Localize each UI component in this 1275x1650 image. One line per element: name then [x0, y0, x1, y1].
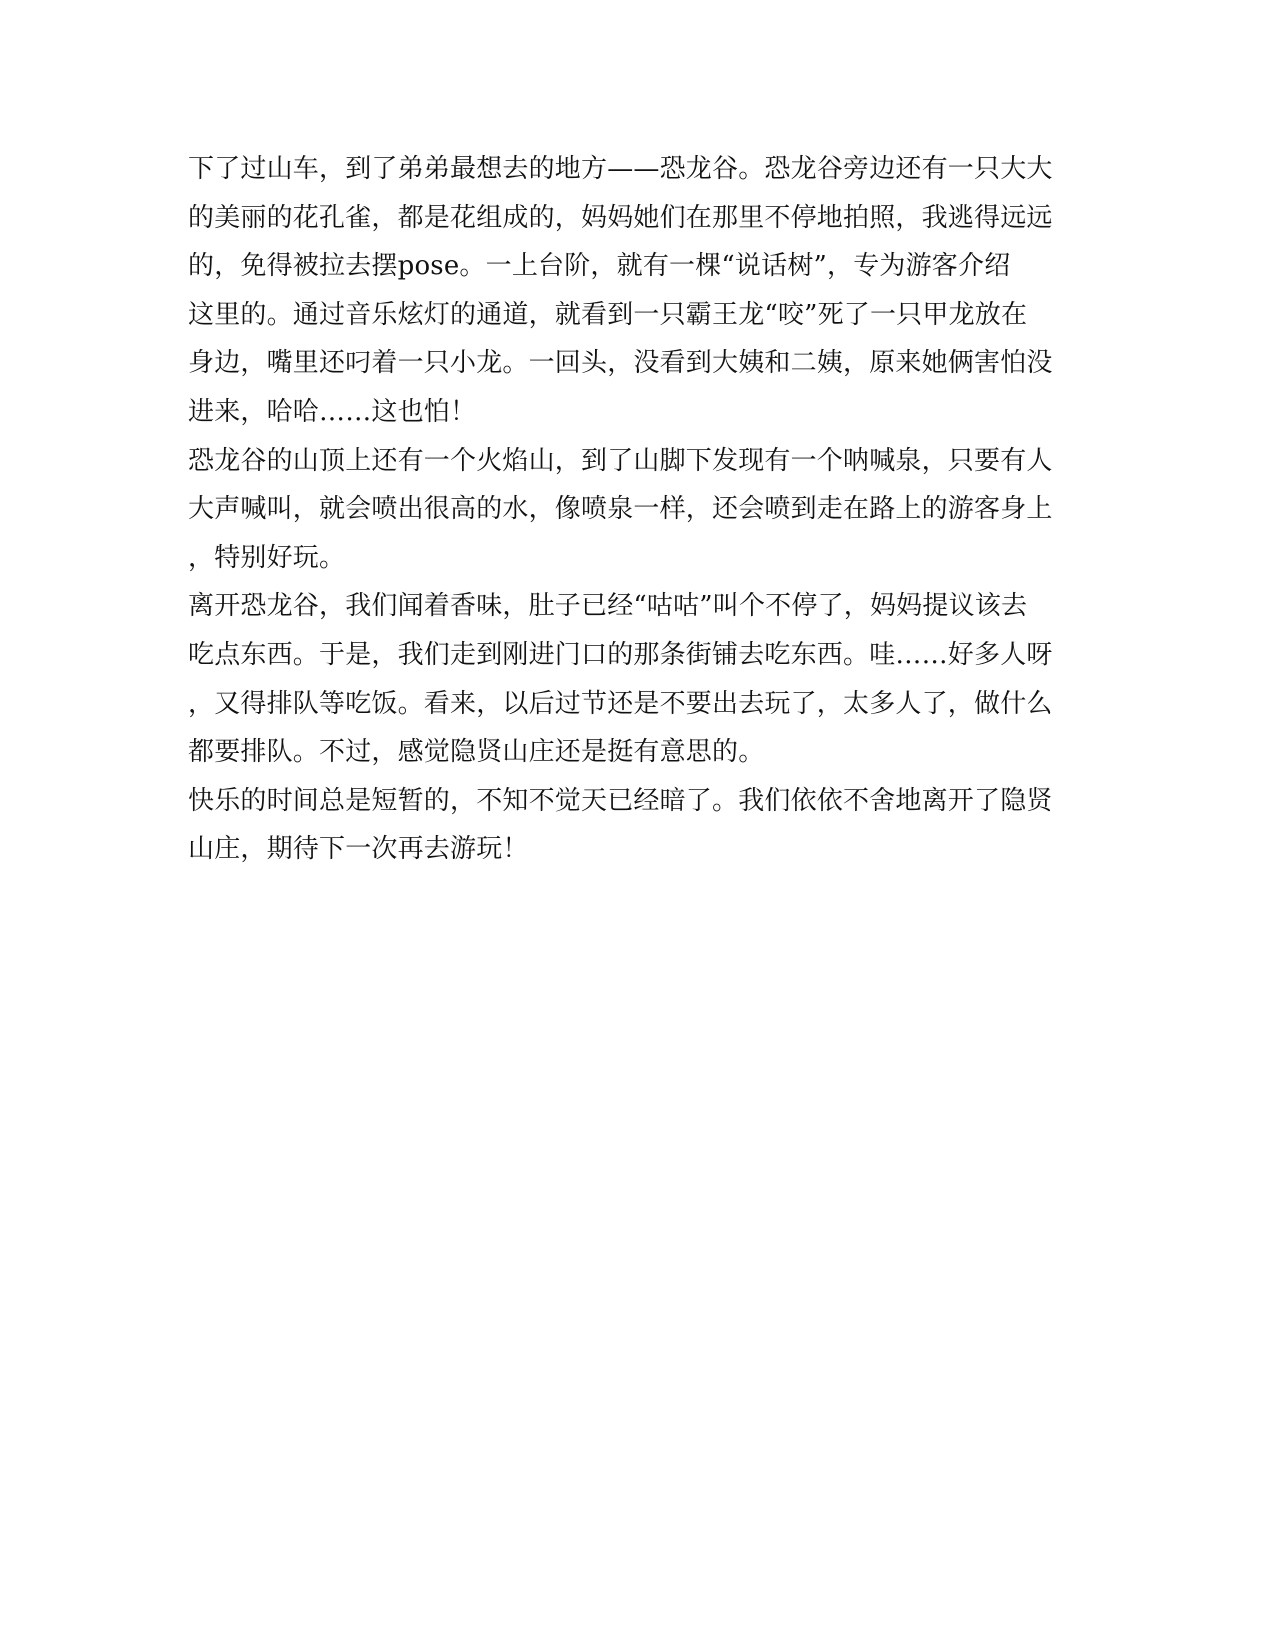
text-line: 离开恐龙谷，我们闻着香味，肚子已经“咕咕”叫个不停了，妈妈提议该去 [188, 591, 1028, 622]
text-line: 恐龙谷的山顶上还有一个火焰山，到了山脚下发现有一个呐喊泉，只要有人 [188, 445, 1053, 476]
text-line: 山庄，期待下一次再去游玩！ [188, 834, 529, 865]
text-line: 都要排队。不过，感觉隐贤山庄还是挺有意思的。 [188, 737, 765, 768]
text-line: 吃点东西。于是，我们走到刚进门口的那条街铺去吃东西。哇……好多人呀 [188, 639, 1053, 670]
text-line: 的，免得被拉去摆pose。一上台阶，就有一棵“说话树”，专为游客介绍 [188, 251, 1011, 282]
text-line: 这里的。通过音乐炫灯的通道，就看到一只霸王龙“咬”死了一只甲龙放在 [188, 299, 1028, 330]
text-line: ，又得排队等吃饭。看来，以后过节还是不要出去玩了，太多人了，做什么 [188, 688, 1053, 719]
text-line: 身边，嘴里还叼着一只小龙。一回头，没看到大姨和二姨，原来她俩害怕没 [188, 348, 1053, 379]
text-line: 进来，哈哈……这也怕！ [188, 396, 477, 427]
text-line: ，特别好玩。 [188, 542, 346, 573]
text-line: 大声喊叫，就会喷出很高的水，像喷泉一样，还会喷到走在路上的游客身上 [188, 494, 1053, 525]
text-line: 的美丽的花孔雀，都是花组成的，妈妈她们在那里不停地拍照，我逃得远远 [188, 202, 1053, 233]
text-line: 快乐的时间总是短暂的，不知不觉天已经暗了。我们依依不舍地离开了隐贤 [188, 785, 1053, 816]
text-line: 下了过山车，到了弟弟最想去的地方——恐龙谷。恐龙谷旁边还有一只大大 [188, 154, 1053, 184]
essay-text [188, 145, 1088, 874]
